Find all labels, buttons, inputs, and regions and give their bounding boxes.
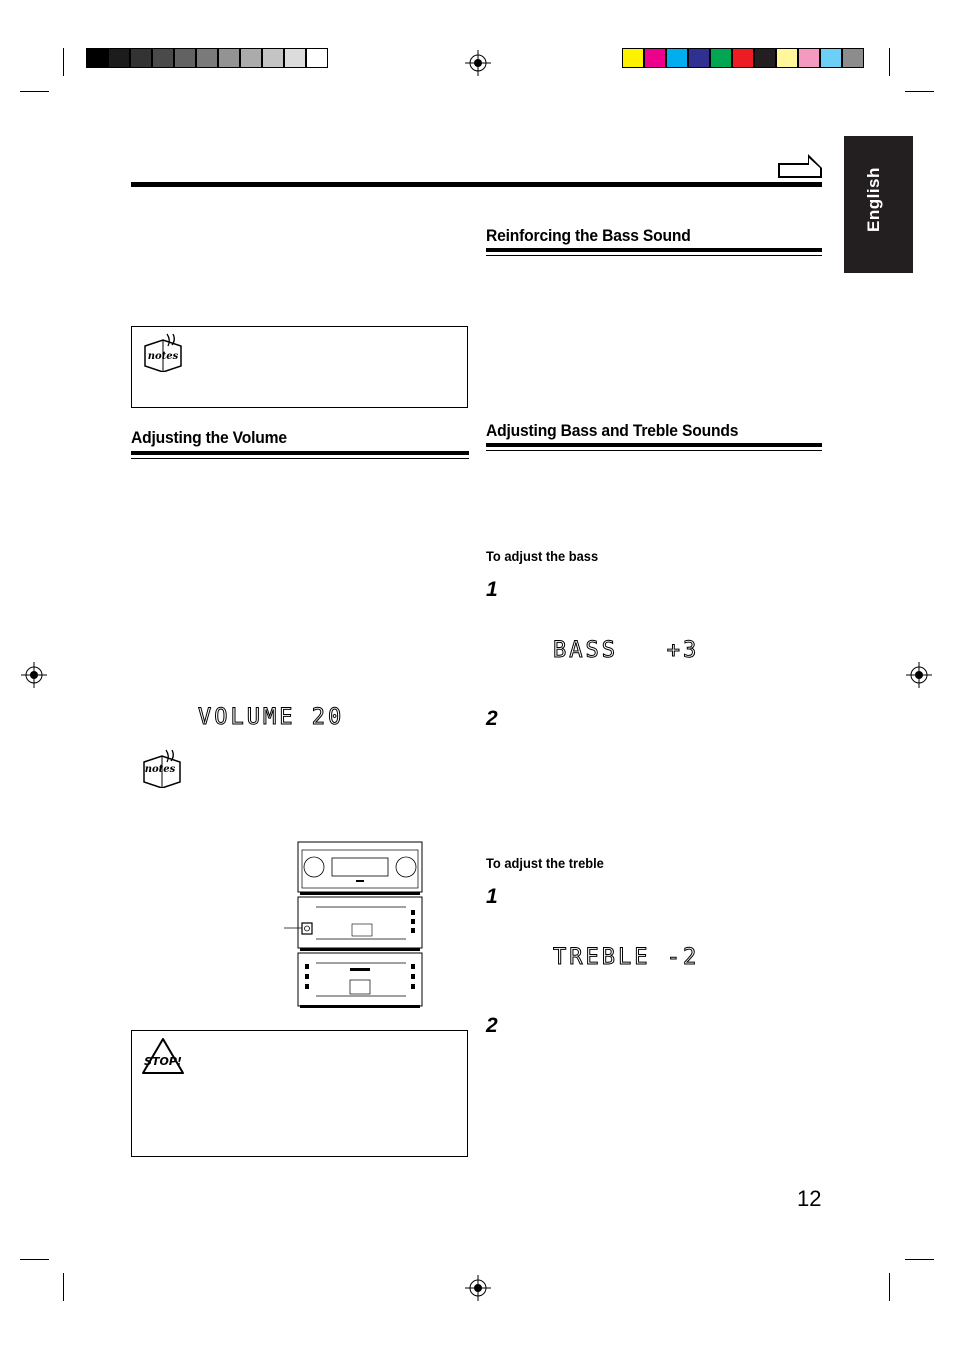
step-number: 1 (486, 578, 498, 601)
color-swatch (284, 48, 306, 68)
heading-volume: Adjusting the Volume (131, 428, 287, 447)
trim-mark (905, 1259, 934, 1260)
stereo-system-illustration (284, 840, 426, 1010)
top-rule (131, 182, 822, 187)
registration-target-icon (465, 50, 491, 76)
step-number: 1 (486, 885, 498, 908)
language-tab-label: English (864, 167, 883, 232)
color-swatch (798, 48, 820, 68)
color-swatch (152, 48, 174, 68)
color-swatch (218, 48, 240, 68)
color-swatch (820, 48, 842, 68)
stop-icon-label: STOP! (144, 1055, 182, 1068)
registration-target-icon (465, 1275, 491, 1301)
trim-mark (20, 91, 49, 92)
heading-rule (486, 443, 822, 447)
heading-rule (131, 458, 469, 459)
notes-icon (140, 748, 184, 788)
heading-rule (486, 255, 822, 256)
color-swatch (622, 48, 644, 68)
color-swatch (196, 48, 218, 68)
color-swatch (666, 48, 688, 68)
color-swatch (732, 48, 754, 68)
color-swatch (174, 48, 196, 68)
registration-target-icon (21, 662, 47, 688)
color-swatch (842, 48, 864, 68)
color-swatch (710, 48, 732, 68)
notes-icon-label: notes (144, 764, 176, 775)
step-number: 2 (486, 1014, 498, 1037)
color-swatch (306, 48, 328, 68)
trim-mark (63, 48, 64, 76)
volume-display: VOLUME 20 (198, 705, 345, 730)
notes-icon-label: notes (147, 351, 179, 362)
heading-bass-reinforce: Reinforcing the Bass Sound (486, 226, 691, 245)
heading-rule (131, 451, 469, 455)
stop-icon (141, 1037, 185, 1077)
step-number: 2 (486, 707, 498, 730)
trim-mark (63, 1273, 64, 1301)
color-swatch (754, 48, 776, 68)
registration-target-icon (906, 662, 932, 688)
notes-box (131, 326, 468, 408)
heading-rule (486, 450, 822, 451)
trim-mark (889, 48, 890, 76)
color-swatch (130, 48, 152, 68)
subheading-bass: To adjust the bass (486, 548, 599, 564)
trim-mark (889, 1273, 890, 1301)
heading-rule (486, 248, 822, 252)
color-swatch (688, 48, 710, 68)
trim-mark (20, 1259, 49, 1260)
color-swatch (240, 48, 262, 68)
color-swatch (86, 48, 108, 68)
heading-bass-treble: Adjusting Bass and Treble Sounds (486, 421, 739, 440)
color-swatch (644, 48, 666, 68)
continue-arrow-icon (778, 154, 822, 178)
caution-box (131, 1030, 468, 1157)
color-swatch (108, 48, 130, 68)
treble-display: TREBLE -2 (553, 945, 700, 970)
notes-icon (141, 332, 185, 372)
subheading-treble: To adjust the treble (486, 855, 604, 871)
trim-mark (905, 91, 934, 92)
language-tab (844, 136, 913, 273)
color-swatch (262, 48, 284, 68)
bass-display: BASS +3 (553, 638, 700, 663)
page-number: 12 (797, 1186, 822, 1211)
color-swatch (776, 48, 798, 68)
